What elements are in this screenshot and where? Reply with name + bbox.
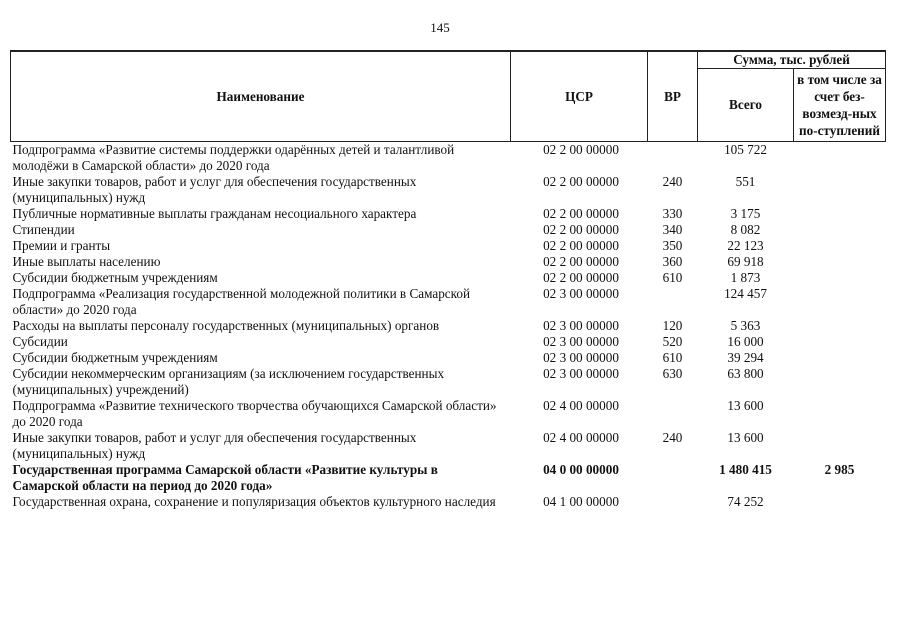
table-row: [11, 286, 886, 318]
table-header: [11, 51, 886, 142]
row-name: Иные закупки товаров, работ и услуг для обеспечения государственных (муниципальных) нужд: [12, 430, 417, 461]
table-row: [11, 430, 886, 462]
table-row: [11, 366, 886, 398]
row-name: Подпрограмма «Развитие технического творчества обучающихся Самарской области» до 2020 года: [12, 398, 497, 429]
row-free: [794, 366, 886, 398]
row-total: 13 600: [727, 430, 764, 445]
table-row: [11, 206, 886, 222]
row-total: 16 000: [727, 334, 764, 349]
row-csr: 02 3 00 00000: [543, 286, 619, 301]
row-free: [794, 254, 886, 270]
row-csr: 02 3 00 00000: [543, 334, 619, 349]
table-row: [11, 462, 886, 494]
page-number: 145: [430, 20, 450, 35]
table-row: [11, 350, 886, 366]
row-name: Государственная программа Самарской области «Развитие культуры в Самарской области на период до 2020 года»: [12, 462, 438, 493]
row-name: Субсидии бюджетным учреждениям: [12, 350, 218, 365]
table-row: [11, 334, 886, 350]
table-row: [11, 174, 886, 206]
row-vr: 520: [662, 334, 683, 349]
row-csr: 02 3 00 00000: [543, 318, 619, 333]
budget-table: [10, 50, 886, 510]
row-total: 5 363: [730, 318, 761, 333]
row-csr: 02 4 00 00000: [543, 430, 619, 445]
row-name: Субсидии: [12, 334, 68, 349]
row-total: 105 722: [724, 142, 767, 157]
row-csr: 02 2 00 00000: [543, 222, 619, 237]
row-vr: 340: [662, 222, 683, 237]
row-csr: 02 2 00 00000: [543, 254, 619, 269]
table-row: [11, 254, 886, 270]
header-sum: Сумма, тыс. рублей: [698, 51, 886, 69]
row-name: Иные закупки товаров, работ и услуг для обеспечения государственных (муниципальных) нужд: [12, 174, 417, 205]
row-vr: [648, 494, 698, 510]
row-total: 39 294: [727, 350, 764, 365]
row-total: 124 457: [724, 286, 767, 301]
row-vr: 350: [662, 238, 683, 253]
row-free: [794, 222, 886, 238]
row-name: Публичные нормативные выплаты гражданам несоциального характера: [12, 206, 417, 221]
table-row: [11, 238, 886, 254]
row-free: [794, 142, 886, 175]
row-vr: 610: [662, 270, 683, 285]
row-vr: [648, 286, 698, 318]
row-vr: 240: [662, 430, 683, 445]
table-row: [11, 398, 886, 430]
row-csr: 02 2 00 00000: [543, 206, 619, 221]
row-free: [794, 334, 886, 350]
row-free: [794, 286, 886, 318]
row-csr: 02 2 00 00000: [543, 270, 619, 285]
table-row: [11, 270, 886, 286]
row-name: Стипендии: [12, 222, 75, 237]
row-name: Подпрограмма «Развитие системы поддержки одарённых детей и талантливой молодёжи в Самарской области» до 2020 года: [12, 142, 455, 173]
table-row: [11, 494, 886, 510]
header-name: Наименование: [11, 51, 511, 142]
row-free: [794, 206, 886, 222]
row-total: 13 600: [727, 398, 764, 413]
row-total: 551: [735, 174, 756, 189]
row-name: Государственная охрана, сохранение и популяризация объектов культурного наследия: [12, 494, 496, 509]
row-total: 22 123: [727, 238, 764, 253]
row-name: Расходы на выплаты персоналу государственных (муниципальных) органов: [12, 318, 440, 333]
row-vr: 360: [662, 254, 683, 269]
row-free: [794, 238, 886, 254]
row-vr: [648, 462, 698, 494]
row-free: [794, 398, 886, 430]
row-vr: 610: [662, 350, 683, 365]
header-total: Всего: [698, 69, 794, 142]
row-vr: 330: [662, 206, 683, 221]
table-row: [11, 222, 886, 238]
row-name: Подпрограмма «Реализация государственной молодежной политики в Самарской области» до 2020 года: [12, 286, 471, 317]
row-free: 2 985: [824, 462, 855, 477]
row-csr: 02 2 00 00000: [543, 174, 619, 189]
row-csr: 04 0 00 00000: [543, 462, 619, 477]
header-vr: ВР: [648, 51, 698, 142]
row-vr: 120: [662, 318, 683, 333]
header-csr: ЦСР: [511, 51, 648, 142]
row-free: [794, 350, 886, 366]
row-name: Премии и гранты: [12, 238, 111, 253]
row-total: 8 082: [730, 222, 761, 237]
row-total: 3 175: [730, 206, 761, 221]
row-name: Субсидии бюджетным учреждениям: [12, 270, 218, 285]
row-total: 1 480 415: [719, 462, 772, 477]
row-name: Субсидии некоммерческим организациям (за исключением государственных (муниципальных) учреждений): [12, 366, 445, 397]
row-total: 74 252: [727, 494, 764, 509]
row-total: 63 800: [727, 366, 764, 381]
table-row: [11, 318, 886, 334]
row-free: [794, 494, 886, 510]
row-free: [794, 270, 886, 286]
row-csr: 04 1 00 00000: [543, 494, 619, 509]
row-csr: 02 2 00 00000: [543, 142, 619, 157]
row-vr: [648, 142, 698, 175]
row-csr: 02 2 00 00000: [543, 238, 619, 253]
row-csr: 02 4 00 00000: [543, 398, 619, 413]
row-vr: 630: [662, 366, 683, 381]
row-free: [794, 174, 886, 206]
table-body: [11, 142, 886, 511]
row-free: [794, 430, 886, 462]
row-free: [794, 318, 886, 334]
row-total: 69 918: [727, 254, 764, 269]
row-csr: 02 3 00 00000: [543, 366, 619, 381]
header-free: в том числе за счет без-возмезд-ных по-ступлений: [794, 69, 886, 142]
row-vr: 240: [662, 174, 683, 189]
row-name: Иные выплаты населению: [12, 254, 161, 269]
row-vr: [648, 398, 698, 430]
table-row: [11, 142, 886, 175]
row-csr: 02 3 00 00000: [543, 350, 619, 365]
row-total: 1 873: [730, 270, 761, 285]
budget-table-container: [10, 50, 885, 510]
